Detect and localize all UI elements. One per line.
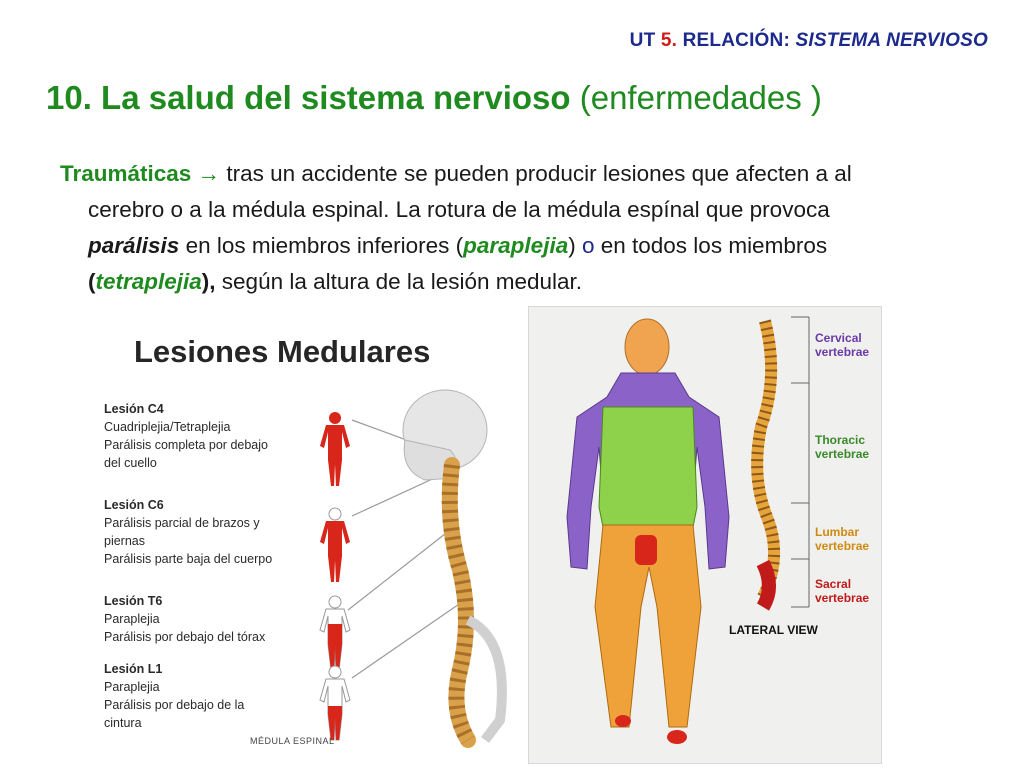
lateral-view-label: LATERAL VIEW: [729, 623, 818, 637]
region-sacral-label: [815, 577, 869, 605]
term-paraplejia: paraplejia: [463, 233, 569, 258]
term-tetraplejia: tetraplejia: [95, 269, 202, 294]
term-paralisis: parálisis: [88, 233, 180, 258]
body-figure-c6: [320, 508, 350, 582]
header-topic: SISTEMA NERVIOSO: [795, 30, 988, 51]
lesion-t6-line-1: Paraplejia: [104, 612, 160, 626]
lesion-t6-line-2: Parálisis por debajo del tórax: [104, 630, 266, 644]
line-4-d: según la altura de la lesión medular.: [215, 269, 583, 294]
line-1-text: tras un accidente se pueden producir lesiones que afecten a al: [220, 161, 852, 186]
head-shape: [625, 319, 669, 375]
dermatome-figure: [528, 306, 882, 764]
arrow-glyph: →: [197, 161, 221, 186]
body-figure-t6: [320, 596, 350, 670]
cervical-line-2: vertebrae: [815, 345, 870, 359]
region-thoracic-label: [815, 433, 869, 461]
lesion-c6-line-2: piernas: [104, 534, 145, 548]
lesion-c6-label: Lesión C6: [104, 498, 164, 512]
lesion-c4-line-3: del cuello: [104, 456, 157, 470]
sacral-spine: [763, 563, 769, 607]
lesion-t6-label: Lesión T6: [104, 594, 163, 608]
paragraph-line-4: [60, 264, 980, 300]
sacral-foot-left: [615, 715, 631, 727]
body-paragraph: [60, 156, 980, 300]
lesion-c6-line-1: Parálisis parcial de brazos y: [104, 516, 260, 530]
region-cervical-label: [815, 331, 869, 359]
body-figure-c4: [320, 412, 350, 486]
region-lumbar-label: [815, 525, 869, 553]
sacral-foot-right: [667, 730, 687, 744]
body-figures-illustration: [100, 320, 510, 760]
thoracic-line-2: vertebrae: [815, 447, 870, 461]
term-traumaticas: Traumáticas: [60, 161, 192, 186]
lesion-l1-line-1: Paraplejia: [104, 680, 160, 694]
sacral-line-1: Sacral: [815, 577, 852, 591]
paren-close: ),: [201, 269, 216, 294]
skull-spine-illustration: [403, 390, 502, 740]
lesion-l1-line-3: cintura: [104, 716, 142, 730]
lesion-c4-line-2: Parálisis completa por debajo: [104, 438, 268, 452]
cervical-line-1: Cervical: [815, 331, 862, 345]
header-relacion: RELACIÓN:: [682, 30, 790, 51]
lesion-l1-label: Lesión L1: [104, 662, 163, 676]
paren-open: (: [88, 269, 96, 294]
lesion-l1-line-2: Parálisis por debajo de la: [104, 698, 245, 712]
line-3-d: ): [568, 233, 582, 258]
lesion-c4-label: Lesión C4: [104, 402, 164, 416]
lesiones-medulares-figure: [100, 320, 510, 760]
header-number: 5.: [660, 30, 678, 51]
lesion-c6-line-3: Parálisis parte baja del cuerpo: [104, 552, 273, 566]
line-3-o: o: [581, 233, 595, 258]
thoracic-region: [599, 407, 697, 527]
slide-header: [630, 30, 988, 52]
thoracic-line-1: Thoracic: [815, 433, 866, 447]
lesion-c4-line-1: Cuadriplejia/Tetraplejia: [104, 420, 231, 434]
title-sub: (enfermedades ): [579, 79, 822, 116]
paragraph-line-3: [60, 228, 980, 264]
page-title: [46, 78, 822, 118]
line-3-b: en los miembros inferiores (: [179, 233, 464, 258]
figure-title: Lesiones Medulares: [134, 334, 431, 369]
paragraph-line-1: [60, 156, 980, 192]
region-brackets: [791, 317, 809, 607]
lumbar-line-1: Lumbar: [815, 525, 860, 539]
body-figure-l1: [320, 666, 350, 740]
sacral-region-body: [635, 535, 657, 565]
lumbar-line-2: vertebrae: [815, 539, 870, 553]
sacral-line-2: vertebrae: [815, 591, 870, 605]
title-main: 10. La salud del sistema nervioso: [46, 79, 571, 116]
line-3-f: en todos los miembros: [594, 233, 828, 258]
paragraph-line-2: cerebro o a la médula espinal. La rotura de la médula espínal que provoca: [88, 197, 830, 222]
header-ut: UT: [629, 30, 656, 51]
figure-caption: MÉDULA ESPINAL: [250, 736, 335, 746]
